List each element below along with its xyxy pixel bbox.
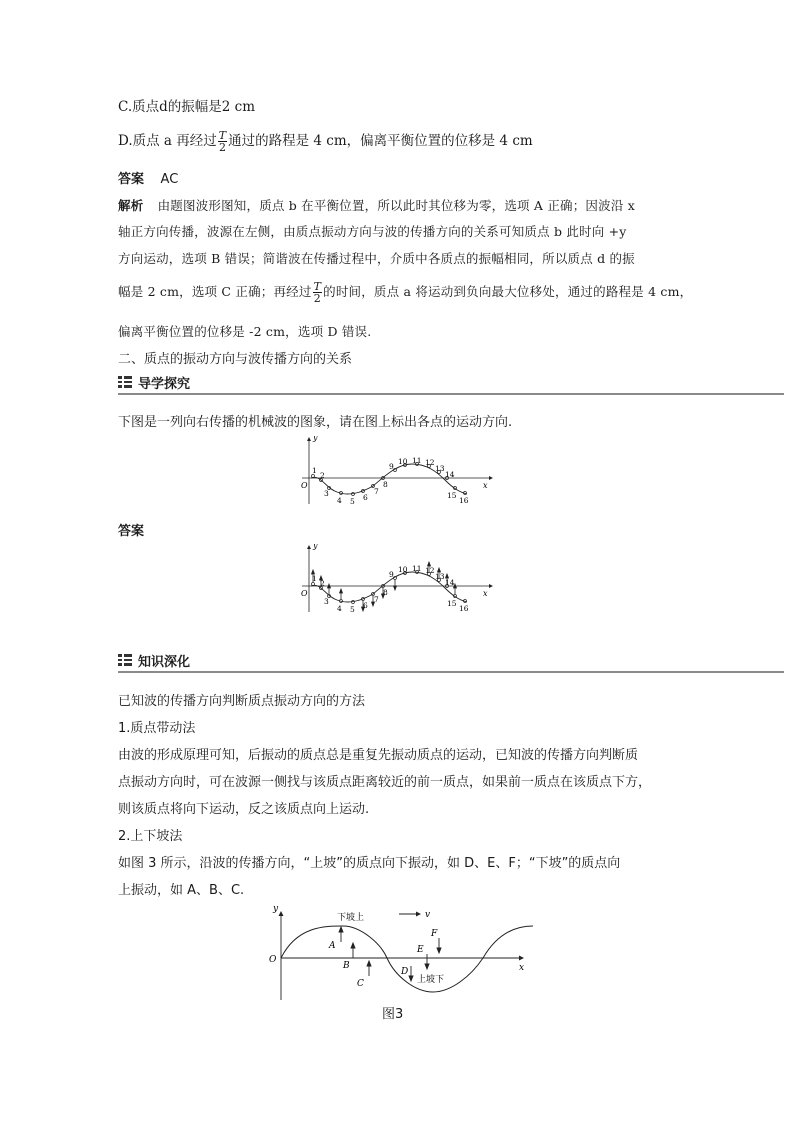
fraction-t-over-2: $\frac{T}{2}$ <box>218 129 227 154</box>
y-axis-label: y <box>273 906 279 914</box>
point-label-6: 6 <box>363 601 368 610</box>
option-c: C.质点d的振幅是2 cm <box>118 99 256 115</box>
point-label-8: 8 <box>383 480 388 489</box>
figure-3 <box>265 906 535 1004</box>
answer-label: 答案 <box>118 172 145 187</box>
point-label-10: 10 <box>398 565 408 574</box>
wave-figure-answer <box>297 544 497 616</box>
point-label-15: 15 <box>447 491 457 500</box>
wave-point-labels <box>312 564 469 614</box>
point-label-14: 14 <box>445 578 455 587</box>
method-2-line-2: 上振动，如 A、B、C. <box>118 883 245 898</box>
x-axis-label: x <box>483 481 488 490</box>
fig3-arrows <box>339 927 441 981</box>
x-axis-label: x <box>483 589 488 598</box>
origin-label: O <box>301 481 308 490</box>
motion-arrows <box>312 562 457 611</box>
point-f-label: F <box>431 929 438 939</box>
point-c-label: C <box>357 979 364 989</box>
analysis-line-4: 幅是 2 cm，选项 C 正确；再经过 $\frac{T}{2}$ 的时间，质点 a 将运动到负向最大位移处，通过的路程是 4 cm， <box>118 280 693 305</box>
point-label-5: 5 <box>350 497 355 506</box>
list-icon <box>118 376 132 388</box>
list-icon <box>118 654 132 666</box>
origin-label: O <box>301 589 308 598</box>
point-label-12: 12 <box>425 458 435 467</box>
analysis-line-3: 方向运动，选项 B 错误；简谐波在传播过程中，介质中各质点的振幅相同，所以质点 d 的振 <box>118 251 635 266</box>
point-label-13: 13 <box>435 572 445 581</box>
analysis-line-5: 偏离平衡位置的位移是 -2 cm，选项 D 错误. <box>118 324 372 339</box>
fraction-t-over-2: $\frac{T}{2}$ <box>313 280 322 305</box>
point-label-1: 1 <box>312 466 317 475</box>
method-1-title: 1.质点带动法 <box>118 721 196 736</box>
x-axis-label: x <box>519 963 525 973</box>
answer-1 <box>118 168 178 187</box>
method-2-line-1: 如图 3 所示，沿波的传播方向，“上坡”的质点向下振动，如 D、E、F；“下坡”的质点向 <box>118 856 621 871</box>
option-d-after: 通过的路程是 4 cm，偏离平衡位置的位移是 4 cm <box>228 133 533 149</box>
point-e-label: E <box>417 945 424 955</box>
point-label-14: 14 <box>445 470 455 479</box>
wave-figure <box>297 436 497 508</box>
point-label-10: 10 <box>398 457 408 466</box>
point-label-12: 12 <box>425 566 435 575</box>
point-label-7: 7 <box>374 595 379 604</box>
point-label-5: 5 <box>350 605 355 614</box>
header-divider <box>118 671 784 673</box>
point-label-3: 3 <box>324 489 329 498</box>
point-label-9: 9 <box>389 462 394 471</box>
point-label-7: 7 <box>374 487 379 496</box>
uphill-label: 上坡下 <box>417 975 445 985</box>
point-label-4: 4 <box>337 496 342 505</box>
point-label-9: 9 <box>389 570 394 579</box>
point-label-13: 13 <box>435 464 445 473</box>
option-d <box>118 129 533 153</box>
velocity-arrow <box>399 910 430 920</box>
method-2-title: 2.上下坡法 <box>118 829 183 844</box>
point-label-6: 6 <box>363 493 368 502</box>
answer-2-label: 答案 <box>118 524 145 539</box>
point-label-2: 2 <box>320 471 325 480</box>
point-label-15: 15 <box>447 599 457 608</box>
figure-3-caption: 图3 <box>382 1007 404 1022</box>
point-label-16: 16 <box>459 604 469 613</box>
y-axis-label: y <box>313 436 318 442</box>
point-a-label: A <box>329 941 336 951</box>
point-label-4: 4 <box>337 604 342 613</box>
point-label-16: 16 <box>459 496 469 505</box>
guide-header: 导学探究 <box>118 373 190 391</box>
point-d-label: D <box>401 967 409 977</box>
guide-question: 下图是一列向右传播的机械波的图象，请在图上标出各点的运动方向. <box>118 415 513 430</box>
header-divider <box>118 393 784 395</box>
method-1-line-1: 由波的形成原理可知，后振动的质点总是重复先振动质点的运动，已知波的传播方向判断质 <box>118 748 639 763</box>
method-1-line-3: 则该质点将向下运动，反之该质点向上运动. <box>118 802 370 817</box>
analysis-line-2: 轴正方向传播，波源在左侧，由质点振动方向与波的传播方向的关系可知质点 b 此时向 +y <box>118 224 627 239</box>
downhill-label: 下坡上 <box>337 913 365 923</box>
method-title: 已知波的传播方向判断质点振动方向的方法 <box>118 694 366 709</box>
point-label-2: 2 <box>320 579 325 588</box>
analysis-label: 解析 <box>118 198 144 213</box>
point-b-label: B <box>343 961 350 971</box>
point-label-11: 11 <box>412 564 422 573</box>
y-axis-label: y <box>313 544 318 550</box>
analysis-line-1: 解析 由题图波形图知，质点 b 在平衡位置，所以此时其位移为零，选项 A 正确；因波沿 x <box>118 198 635 213</box>
point-label-8: 8 <box>383 588 388 597</box>
section-title: 二、质点的振动方向与波传播方向的关系 <box>118 352 353 367</box>
knowledge-header: 知识深化 <box>118 651 190 669</box>
point-label-11: 11 <box>412 456 422 465</box>
option-d-before: D.质点 a 再经过 <box>118 133 217 149</box>
method-1-line-2: 点振动方向时，可在波源一侧找与该质点距离较近的前一质点，如果前一质点在该质点下方， <box>118 775 652 790</box>
origin-label: O <box>269 955 277 965</box>
point-label-3: 3 <box>324 597 329 606</box>
wave-point-labels <box>312 456 469 506</box>
velocity-label: v <box>425 910 431 920</box>
answer-value: AC <box>160 172 179 187</box>
point-label-1: 1 <box>312 574 317 583</box>
